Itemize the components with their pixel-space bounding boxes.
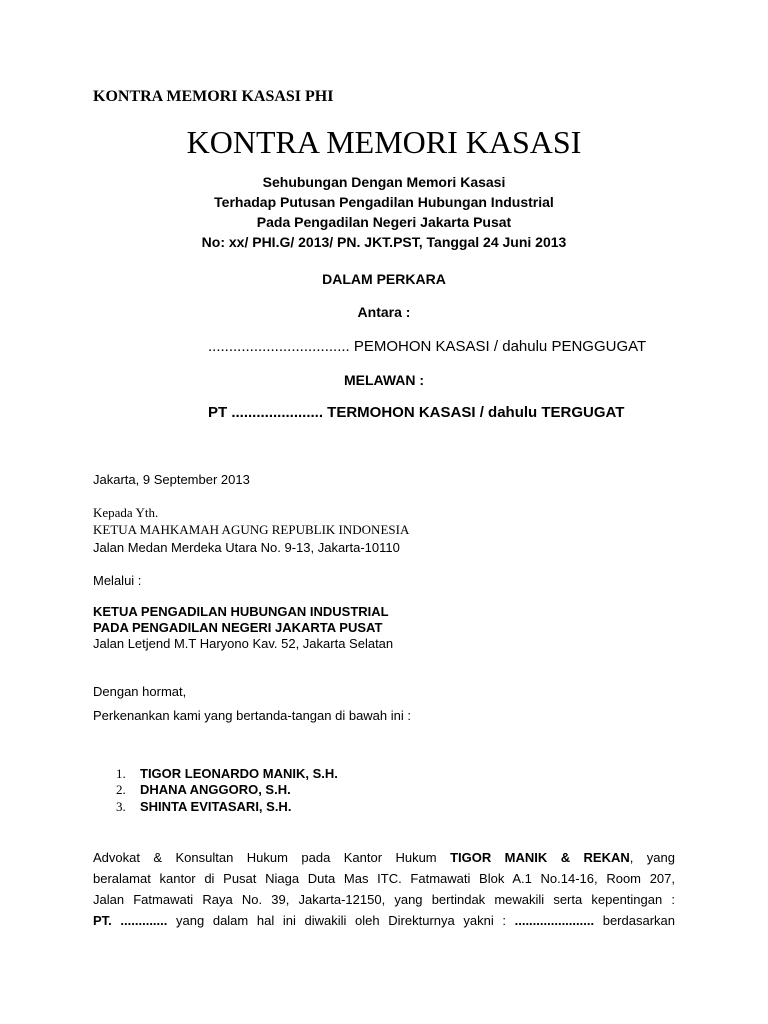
signatory-item <box>116 766 338 782</box>
signatory-number: 2. <box>116 782 126 797</box>
via-label: Melalui : <box>93 573 142 588</box>
recipient-name: KETUA MAHKAMAH AGUNG REPUBLIK INDONESIA <box>93 522 410 537</box>
between-label: Antara : <box>357 304 411 320</box>
via-address: Jalan Letjend M.T Haryono Kav. 52, Jakarta Selatan <box>93 636 394 651</box>
recipient-label: Kepada Yth. <box>93 505 159 520</box>
body-text: , yang <box>629 850 676 865</box>
body-text: Advokat & Konsultan Hukum pada Kantor Hukum <box>93 850 451 865</box>
applicant-line: .................................. PEMOHON KASASI / dahulu PENGGUGAT <box>208 338 647 355</box>
company-placeholder: PT. ............. <box>93 913 168 928</box>
subtitle-line-1: Sehubungan Dengan Memori Kasasi <box>262 174 506 190</box>
letter-date: Jakarta, 9 September 2013 <box>93 472 250 487</box>
intro-sentence: Perkenankan kami yang bertanda-tangan di bawah ini : <box>93 708 411 723</box>
via-name-line-2: PADA PENGADILAN NEGERI JAKARTA PUSAT <box>93 620 383 635</box>
signatory-number: 3. <box>116 799 126 814</box>
signatory-item <box>116 799 291 815</box>
director-placeholder: ...................... <box>514 913 595 928</box>
document-label: KONTRA MEMORI KASASI PHI <box>93 88 334 105</box>
body-line-3: Jalan Fatmawati Raya No. 39, Jakarta-12150, yang bertindak mewakili serta kepentingan : <box>93 892 675 907</box>
case-heading: DALAM PERKARA <box>322 271 446 287</box>
signatory-item <box>116 782 291 798</box>
recipient-address: Jalan Medan Merdeka Utara No. 9-13, Jakarta-10110 <box>93 540 400 555</box>
body-line-4 <box>93 913 675 928</box>
subtitle-line-4: No: xx/ PHI.G/ 2013/ PN. JKT.PST, Tanggal 24 Juni 2013 <box>201 234 567 250</box>
signatory-number: 1. <box>116 766 126 781</box>
body-line-2: beralamat kantor di Pusat Niaga Duta Mas ITC. Fatmawati Blok A.1 No.14-16, Room 207, <box>93 871 675 886</box>
via-name-line-1: KETUA PENGADILAN HUBUNGAN INDUSTRIAL <box>93 604 389 619</box>
document-title: KONTRA MEMORI KASASI <box>186 124 582 160</box>
signatory-name: SHINTA EVITASARI, S.H. <box>140 799 292 814</box>
greeting: Dengan hormat, <box>93 684 187 699</box>
law-firm-name: TIGOR MANIK & REKAN <box>450 850 630 865</box>
body-text: yang dalam hal ini diwakili oleh Direkturnya yakni : <box>167 913 515 928</box>
subtitle-line-2: Terhadap Putusan Pengadilan Hubungan Industrial <box>214 194 554 210</box>
signatory-name: DHANA ANGGORO, S.H. <box>140 782 291 797</box>
body-text: berdasarkan <box>594 913 675 928</box>
subtitle-line-3: Pada Pengadilan Negeri Jakarta Pusat <box>256 214 512 230</box>
versus-label: MELAWAN : <box>343 372 425 388</box>
respondent-line: PT ...................... TERMOHON KASASI / dahulu TERGUGAT <box>208 404 625 421</box>
body-line-1 <box>93 850 675 865</box>
signatory-name: TIGOR LEONARDO MANIK, S.H. <box>140 766 338 781</box>
